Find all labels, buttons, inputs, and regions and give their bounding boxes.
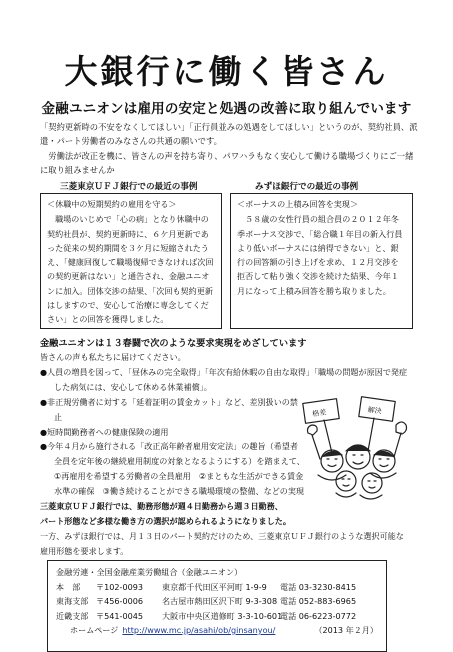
case-box-title: ＜休職中の短期契約の雇用を守る＞ xyxy=(47,199,177,209)
demand-item-cont: 全員を定年後の継続雇用制度の対象となるようにする）を踏まえて、 xyxy=(54,456,305,467)
mufg-result-line-1: 三菱東京ＵＦＪ銀行では、勤務形態が週４日勤務から週３日勤務、 xyxy=(40,501,283,512)
contact-row xyxy=(56,609,378,624)
case-box-title: ＜ボーナスの上積み回答を実現＞ xyxy=(237,199,359,209)
branch-label: 近畿支部 xyxy=(56,610,89,621)
case-box-text: 職場のいじめで「心の病」となり休職中の契約社員が、契約更新時に、６ケ月更新であった従来の契約期間を３ケ月に短縮されたうえ、「健康回復して職場復帰できなければ次回の契約更新はない」と通告され、金融ユニオンに加入。団体交渉の結果、「次回も契約更新はしますので、安心して治療に専念してください」との回答を獲得しました。 xyxy=(47,214,214,325)
demands-heading: 金融ユニオンは１３春闘で次のような要求実現をめざしています xyxy=(40,338,307,349)
case-box-mizuho xyxy=(230,193,413,329)
demand-item-cont: 止 xyxy=(54,411,63,422)
page-title: 大銀行に働く皆さん xyxy=(64,52,389,91)
contact-info-box xyxy=(47,560,387,652)
address: 名古屋市熱田区沢下町 9-3-308 xyxy=(162,596,278,606)
branch-label: 東海支部 xyxy=(56,596,89,606)
demand-item: ●非正規労働者に対する「延着証明の賃金カット」など、差別扱いの禁 xyxy=(40,396,298,407)
closing-line-2: 雇用形態を要求します。 xyxy=(40,545,129,556)
intro-paragraph-2: 労働法が改正を機に、皆さんの声を持ち寄り、パワハラもなく安心して働ける職場づくりにご一緒に取り組みませんか xyxy=(40,151,414,175)
phone: 電話 052-883-6965 xyxy=(280,596,357,606)
sign-text-2: 解決 xyxy=(367,405,383,416)
contact-row xyxy=(56,580,378,595)
intro-paragraph-1: 「契約更新時の不安をなくしてほしい」「正行員並みの処遇をしてほしい」というのが、契約社員、派遣・パート労働者のみなさんの共通の願いです。 xyxy=(40,122,418,146)
demand-item: ●短時間勤務者への健康保険の適用 xyxy=(40,426,169,437)
demand-item-cont: 水準の確保 ③働き続けることができる職場環境の整備、などの実現 xyxy=(54,486,305,497)
case-heading-mizuho: みずほ銀行での最近の事例 xyxy=(255,182,359,192)
issue-date: （2013 年２月） xyxy=(314,625,378,635)
org-name: 金融労連・全国金融産業労働組合（金融ユニオン） xyxy=(56,567,243,577)
postal-code: 〒456-0006 xyxy=(96,596,144,606)
demand-item: ●今年４月から施行される「改正高年齢者雇用安定法」の趣旨（希望者 xyxy=(40,441,298,452)
postal-code: 〒541-0045 xyxy=(96,610,144,621)
mufg-result-line-2: パート形態など多様な働き方の選択が認められるようになりました。 xyxy=(40,515,291,526)
demand-item: ●人員の増員を図って、「昼休みの完全取得」「年次有給休暇の自由な取得」「職場の問題が原因で発症 xyxy=(40,366,408,377)
sign-text-1: 格差 xyxy=(311,408,327,419)
homepage-row xyxy=(56,623,378,638)
case-heading-mufg: 三菱東京ＵＦＪ銀行での最近の事例 xyxy=(60,182,198,192)
phone: 電話 06-6223-0772 xyxy=(280,610,357,621)
homepage-link[interactable]: http://www.mc.jp/asahi/ob/ginsanyou/ xyxy=(122,625,276,635)
case-box-text: ５８歳の女性行員の組合員の２０１２年冬季ボーナス交渉で、「総合職１年目の新入行員より低いボーナスには納得できない」と、銀行の回答額の引き上げを求め、１２月交渉を拒否して粘り強く交渉を続けた結果、今年１月になって上積み回答を勝ち取りました。 xyxy=(237,214,403,296)
homepage-label: ホームページ xyxy=(70,625,119,635)
contact-row xyxy=(56,594,378,609)
demand-item-cont: した病気には、安心して休める休業補償」。 xyxy=(54,381,212,392)
protest-illustration xyxy=(298,395,420,503)
closing-line-1: 一方、みずほ銀行では、月１３日のパート契約だけのため、三菱東京ＵＦＪ銀行のような選択可能な xyxy=(40,530,404,541)
address: 大阪市中央区道修町 3-3-10-601 xyxy=(162,610,283,621)
branch-label: 本 部 xyxy=(56,581,81,592)
phone: 電話 03-3230-8415 xyxy=(280,581,357,592)
demand-item-cont: ①再雇用を希望する労働者の全員雇用 ②まともな生活ができる賃金 xyxy=(54,471,304,482)
postal-code: 〒102-0093 xyxy=(96,581,144,592)
address: 東京都千代田区平河町 1-9-9 xyxy=(162,581,267,592)
demands-lead: 皆さんの声も私たちに届けてください。 xyxy=(40,352,186,362)
case-box-mufg xyxy=(40,193,222,329)
page-subtitle: 金融ユニオンは雇用の安定と処遇の改善に取り組んでいます xyxy=(41,101,412,117)
